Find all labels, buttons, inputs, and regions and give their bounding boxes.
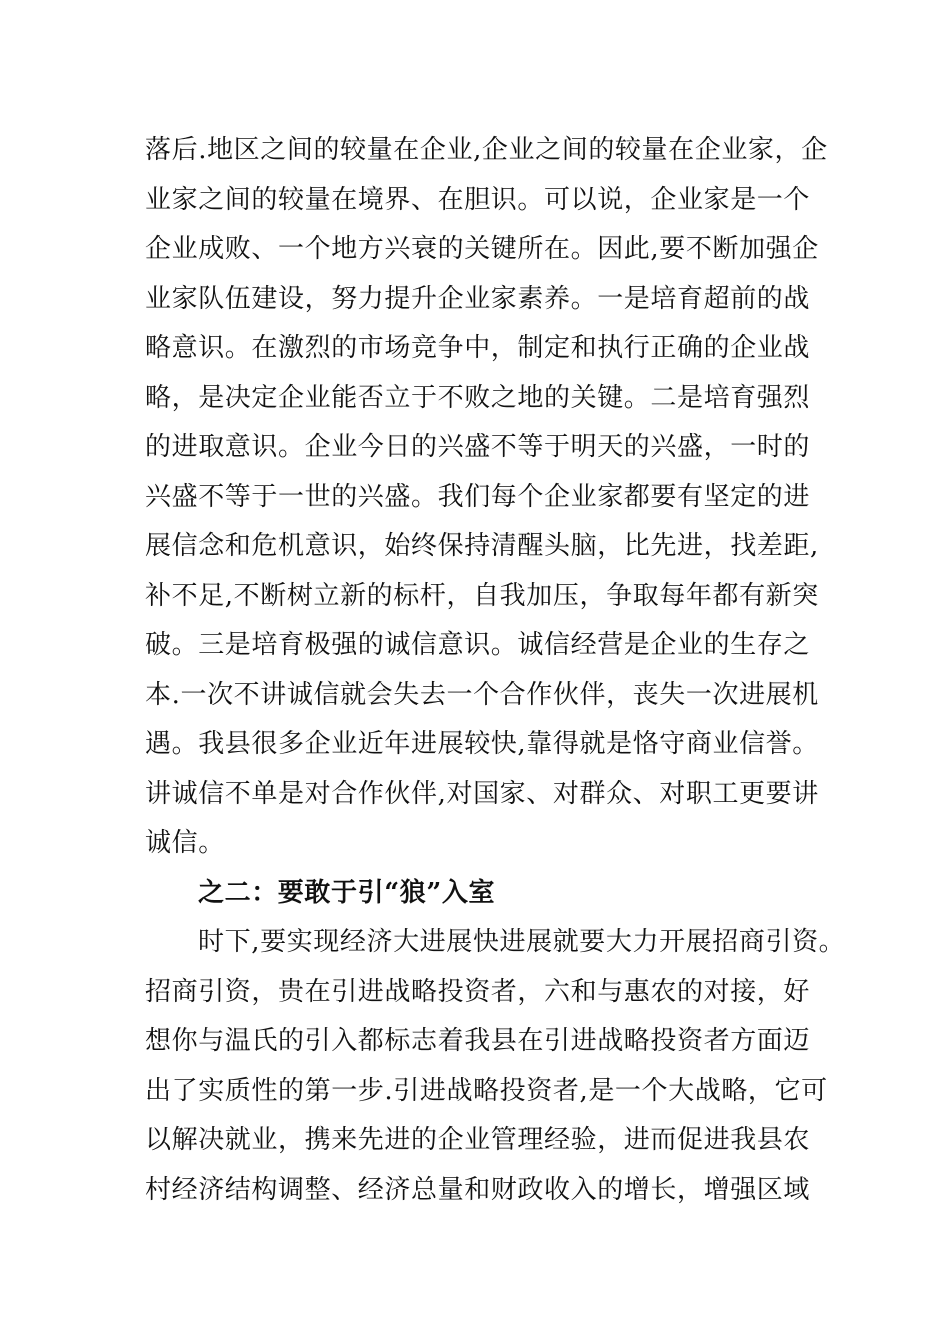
body-text [145, 126, 846, 1215]
text-line: 业家之间的较量在境界、在胆识。可以说，企业家是一个 [145, 184, 811, 215]
text-line: 兴盛不等于一世的兴盛。我们每个企业家都要有坚定的进 [145, 481, 811, 512]
text-line: 破。三是培育极强的诚信意识。诚信经营是企业的生存之 [145, 630, 811, 660]
section-heading: 之二：要敢于引“狼”入室 [198, 877, 496, 908]
text-line: 本.一次不讲诚信就会失去一个合作伙伴，丧失一次进展机 [145, 679, 819, 710]
text-line: 企业成败、一个地方兴衰的关键所在。因此,要不断加强企 [145, 234, 819, 264]
text-line: 村经济结构调整、经济总量和财政收入的增长，增强区域 [145, 1174, 811, 1205]
text-line: 补不足,不断树立新的标杆，自我加压，争取每年都有新突 [145, 580, 819, 611]
text-line: 展信念和危机意识，始终保持清醒头脑，比先进，找差距, [145, 531, 819, 561]
text-line: 时下,要实现经济大进展快进展就要大力开展招商引资。 [198, 927, 846, 957]
text-line: 遇。我县很多企业近年进展较快,靠得就是恪守商业信誉。 [145, 729, 819, 759]
text-line: 讲诚信不单是对合作伙伴,对国家、对群众、对职工更要讲 [145, 778, 819, 809]
text-line: 以解决就业，携来先进的企业管理经验，进而促进我县农 [145, 1125, 811, 1155]
text-line: 想你与温氏的引入都标志着我县在引进战略投资者方面迈 [145, 1026, 811, 1056]
text-line: 落后.地区之间的较量在企业,企业之间的较量在企业家，企 [145, 135, 828, 165]
text-line: 略，是决定企业能否立于不败之地的关键。二是培育强烈 [145, 382, 811, 413]
text-line: 的进取意识。企业今日的兴盛不等于明天的兴盛，一时的 [145, 432, 811, 462]
text-line: 诚信。 [145, 828, 225, 858]
text-line: 业家队伍建设，努力提升企业家素养。一是培育超前的战 [145, 283, 811, 314]
text-line: 略意识。在激烈的市场竞争中，制定和执行正确的企业战 [145, 333, 811, 363]
text-line: 招商引资，贵在引进战略投资者，六和与惠农的对接，好 [145, 976, 811, 1007]
text-line: 出了实质性的第一步.引进战略投资者,是一个大战略，它可 [145, 1075, 828, 1106]
